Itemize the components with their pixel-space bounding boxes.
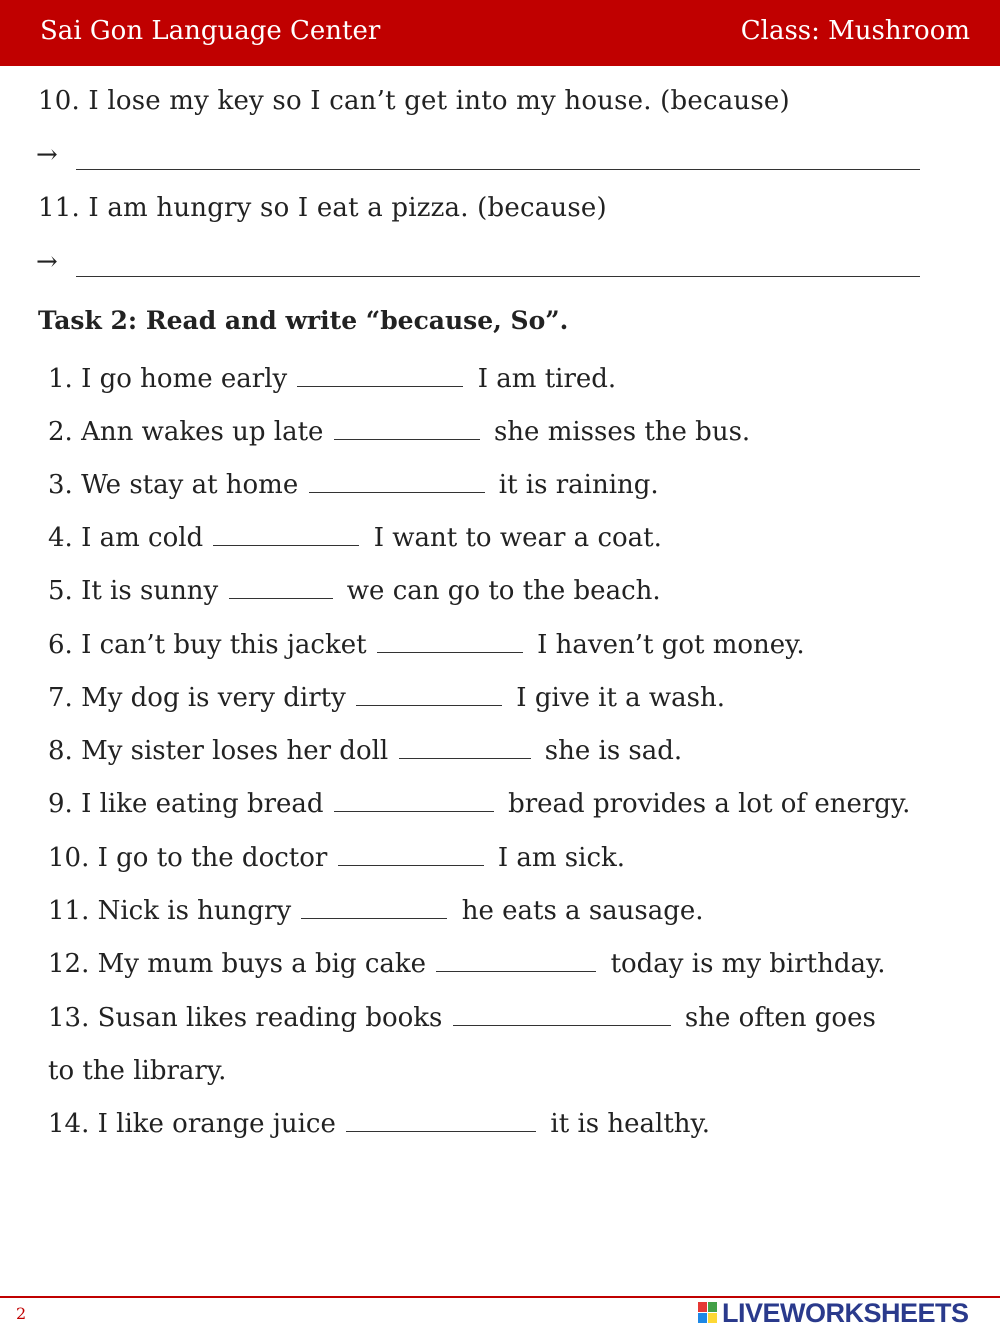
blank-field[interactable] — [213, 525, 359, 546]
blank-field[interactable] — [453, 1005, 671, 1026]
arrow-icon: → — [36, 140, 58, 170]
exercise-item-1: 1. I go home early I am tired. — [48, 364, 617, 394]
exercise-item-13: 13. Susan likes reading books she often goes — [48, 1003, 876, 1033]
class-label: Class: Mushroom — [740, 16, 970, 46]
exercise-item-9: 9. I like eating bread bread provides a lot of energy. — [48, 789, 911, 819]
blank-field[interactable] — [309, 472, 485, 493]
exercise-item-5: 5. It is sunny we can go to the beach. — [48, 576, 661, 606]
answer-rule — [76, 169, 920, 170]
answer-rule — [76, 276, 920, 277]
exercise-item-7: 7. My dog is very dirty I give it a wash. — [48, 683, 726, 713]
blank-field[interactable] — [229, 578, 333, 599]
answer-line-10[interactable] — [36, 140, 920, 180]
page-number: 2 — [16, 1304, 27, 1323]
brand-name: LIVEWORKSHEETS — [722, 1298, 969, 1328]
task2-title: Task 2: Read and write “because, So”. — [38, 306, 569, 335]
blocks-icon — [698, 1302, 718, 1324]
exercise-item-14: 14. I like orange juice it is healthy. — [48, 1109, 711, 1139]
blank-field[interactable] — [297, 366, 463, 387]
exercise-item-13-continuation: to the library. — [48, 1056, 227, 1086]
header-bar — [0, 0, 1000, 66]
exercise-item-12: 12. My mum buys a big cake today is my birthday. — [48, 949, 886, 979]
blank-field[interactable] — [377, 632, 523, 653]
blank-field[interactable] — [334, 419, 480, 440]
exercise-item-3: 3. We stay at home it is raining. — [48, 470, 659, 500]
exercise-item-8: 8. My sister loses her doll she is sad. — [48, 736, 683, 766]
blank-field[interactable] — [301, 898, 447, 919]
blank-field[interactable] — [356, 685, 502, 706]
blank-field[interactable] — [346, 1111, 536, 1132]
exercise-item-4: 4. I am cold I want to wear a coat. — [48, 523, 662, 553]
exercise-item-11: 11. Nick is hungry he eats a sausage. — [48, 896, 704, 926]
blank-field[interactable] — [399, 738, 531, 759]
blank-field[interactable] — [436, 951, 596, 972]
task1-item-10: 10. I lose my key so I can’t get into my house. (because) — [38, 86, 790, 116]
liveworksheets-logo[interactable] — [698, 1298, 998, 1328]
exercise-item-10: 10. I go to the doctor I am sick. — [48, 843, 626, 873]
blank-field[interactable] — [334, 791, 494, 812]
blank-field[interactable] — [338, 845, 484, 866]
arrow-icon: → — [36, 247, 58, 277]
task1-item-11: 11. I am hungry so I eat a pizza. (because) — [38, 193, 607, 223]
exercise-item-6: 6. I can’t buy this jacket I haven’t got money. — [48, 630, 805, 660]
answer-line-11[interactable] — [36, 247, 920, 287]
center-name: Sai Gon Language Center — [40, 16, 381, 46]
exercise-item-2: 2. Ann wakes up late she misses the bus. — [48, 417, 751, 447]
